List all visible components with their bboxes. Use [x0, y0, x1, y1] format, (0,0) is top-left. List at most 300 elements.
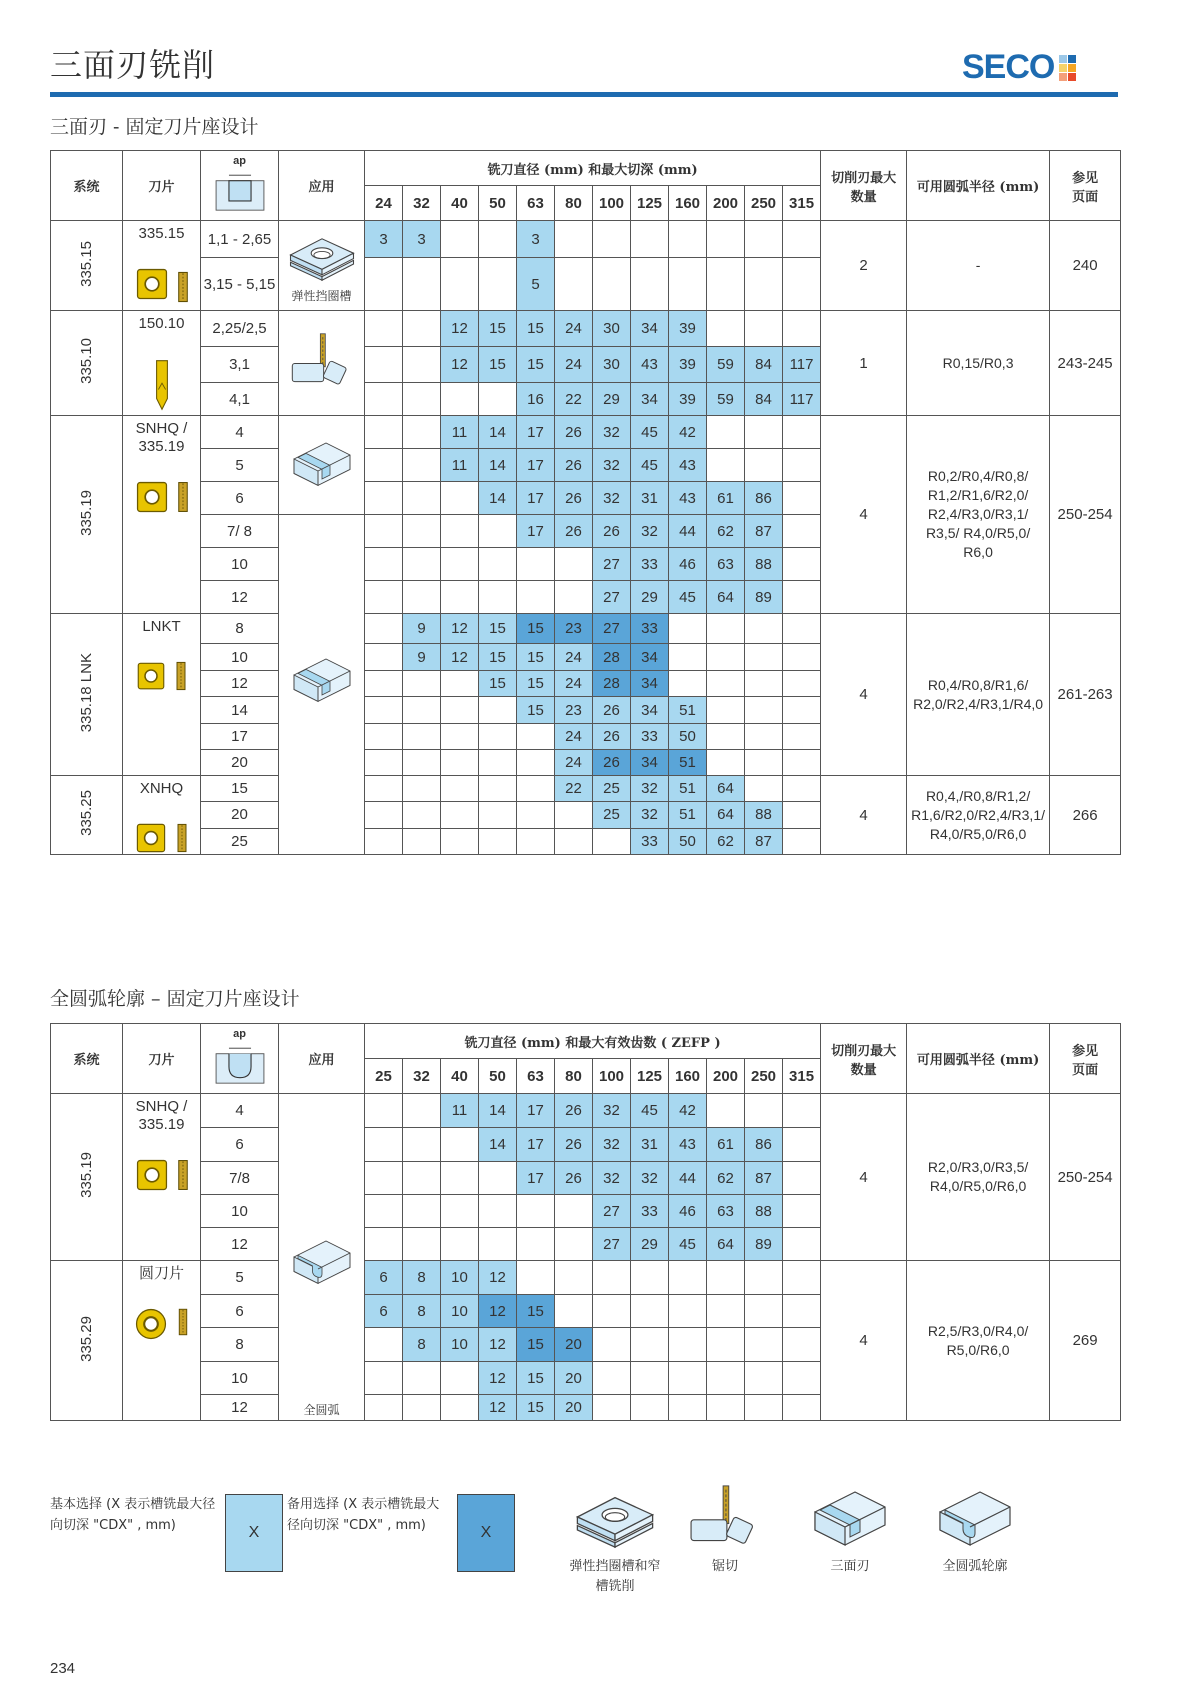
legend-app-full-radius	[925, 1484, 1025, 1577]
teeth-count-cell: 45	[631, 1094, 669, 1128]
cutting-depth-cell	[745, 449, 783, 482]
cutting-depth-cell	[479, 221, 517, 258]
insert-cell	[123, 416, 201, 614]
cutting-depth-cell	[783, 258, 821, 311]
teeth-count-cell: 6	[365, 1295, 403, 1328]
system-cell	[51, 221, 123, 311]
teeth-count-cell	[783, 1195, 821, 1228]
teeth-count-cell	[403, 1195, 441, 1228]
cutting-depth-cell	[707, 614, 745, 644]
cutting-depth-cell	[479, 383, 517, 416]
cutting-depth-cell	[403, 697, 441, 724]
ap-label: ap	[233, 154, 246, 167]
header-diameter: 125	[631, 186, 669, 221]
teeth-count-cell: 32	[631, 1162, 669, 1195]
teeth-count-cell: 62	[707, 1162, 745, 1195]
cutting-depth-cell	[403, 482, 441, 515]
ap-cell: 10	[201, 1362, 279, 1395]
teeth-count-cell	[593, 1261, 631, 1295]
header-max-edges: 切削刃最大数量	[821, 151, 907, 221]
cutting-depth-cell: 43	[669, 482, 707, 515]
teeth-count-cell	[479, 1195, 517, 1228]
header-diameter: 100	[593, 186, 631, 221]
cutting-depth-cell: 15	[479, 347, 517, 383]
ap-cell: 10	[201, 1195, 279, 1228]
ap-cell: 5	[201, 1261, 279, 1295]
legend-app-circlip	[560, 1484, 670, 1597]
cutting-depth-cell: 27	[593, 548, 631, 581]
cutting-depth-cell: 26	[593, 724, 631, 750]
insert-snhq-icon	[135, 1158, 169, 1192]
cutting-depth-cell: 24	[555, 671, 593, 697]
teeth-count-cell	[669, 1395, 707, 1421]
sawing-icon	[289, 332, 355, 390]
teeth-count-cell	[783, 1228, 821, 1261]
cutting-depth-cell	[441, 221, 479, 258]
application-cell	[279, 614, 365, 855]
cutting-depth-cell	[707, 258, 745, 311]
teeth-count-cell: 10	[441, 1328, 479, 1362]
cutting-depth-cell	[555, 221, 593, 258]
cutting-depth-cell: 17	[517, 416, 555, 449]
cutting-depth-cell	[441, 515, 479, 548]
table-row	[51, 1261, 1121, 1295]
cutting-depth-cell: 9	[403, 644, 441, 671]
header-diameter: 63	[517, 1059, 555, 1094]
cutting-depth-cell	[593, 258, 631, 311]
teeth-count-cell: 45	[669, 1228, 707, 1261]
cutting-depth-cell: 51	[669, 697, 707, 724]
ap-cell: 10	[201, 548, 279, 581]
cutting-depth-cell	[783, 482, 821, 515]
cutting-depth-cell: 34	[631, 311, 669, 347]
teeth-count-cell	[783, 1395, 821, 1421]
cutting-depth-cell: 32	[631, 802, 669, 828]
cutting-depth-cell	[441, 697, 479, 724]
cutting-depth-cell: 34	[631, 383, 669, 416]
teeth-count-cell: 26	[555, 1128, 593, 1162]
teeth-count-cell: 42	[669, 1094, 707, 1128]
teeth-count-cell	[365, 1162, 403, 1195]
teeth-count-cell: 86	[745, 1128, 783, 1162]
cutting-depth-cell	[783, 416, 821, 449]
cutting-depth-cell: 27	[593, 581, 631, 614]
cutting-depth-cell: 34	[631, 750, 669, 776]
header-radii: 可用圆弧半径 (mm)	[907, 151, 1050, 221]
cutting-depth-cell: 32	[631, 776, 669, 802]
legend-app-label: 弹性挡圈槽和窄槽铣削	[569, 1559, 661, 1594]
cutting-depth-cell	[707, 311, 745, 347]
cutting-depth-cell	[783, 449, 821, 482]
cutting-depth-cell	[783, 581, 821, 614]
system-cell	[51, 311, 123, 416]
teeth-count-cell	[365, 1195, 403, 1228]
legend	[50, 1494, 1118, 1634]
cutting-depth-cell: 63	[707, 548, 745, 581]
ap-cell: 14	[201, 697, 279, 724]
teeth-count-cell	[403, 1128, 441, 1162]
cutting-depth-cell	[783, 311, 821, 347]
page-number: 234	[50, 1660, 76, 1677]
insert-images	[123, 660, 200, 692]
insert-150-10-icon	[153, 357, 171, 413]
cutting-depth-cell: 25	[593, 802, 631, 828]
max-edges-cell: 1	[821, 311, 907, 416]
cutting-depth-cell	[783, 828, 821, 854]
cutting-depth-cell: 26	[593, 697, 631, 724]
radii-cell: R0,2/R0,4/R0,8/ R1,2/R1,6/R2,0/ R2,4/R3,0/R3,1/ R3,5/ R4,0/R5,0/ R6,0	[907, 416, 1050, 614]
cutting-depth-cell: 61	[707, 482, 745, 515]
cutting-depth-cell: 17	[517, 515, 555, 548]
cutting-depth-cell: 23	[555, 614, 593, 644]
teeth-count-cell	[365, 1094, 403, 1128]
cutting-depth-cell	[745, 671, 783, 697]
teeth-count-cell	[403, 1362, 441, 1395]
header-system: 系统	[51, 151, 123, 221]
cutting-depth-cell: 43	[669, 449, 707, 482]
side-face-icon	[810, 1484, 890, 1550]
cutting-depth-cell: 34	[631, 697, 669, 724]
teeth-count-cell	[707, 1362, 745, 1395]
cutting-depth-cell	[555, 828, 593, 854]
header-diameter: 315	[783, 186, 821, 221]
cutting-depth-cell: 3	[403, 221, 441, 258]
teeth-count-cell	[555, 1295, 593, 1328]
cutting-depth-cell: 30	[593, 347, 631, 383]
cutting-depth-cell: 87	[745, 515, 783, 548]
cutting-depth-cell	[403, 776, 441, 802]
header-diameter: 200	[707, 186, 745, 221]
cutting-depth-cell: 24	[555, 347, 593, 383]
teeth-count-cell	[707, 1295, 745, 1328]
cutting-depth-cell: 28	[593, 671, 631, 697]
cutting-depth-cell: 30	[593, 311, 631, 347]
teeth-count-cell	[783, 1295, 821, 1328]
teeth-count-cell	[783, 1362, 821, 1395]
application-cell	[279, 311, 365, 416]
teeth-count-cell	[707, 1328, 745, 1362]
header-application: 应用	[279, 1024, 365, 1094]
cutting-depth-cell: 26	[593, 515, 631, 548]
ap-cell: 8	[201, 614, 279, 644]
teeth-count-cell: 12	[479, 1395, 517, 1421]
cutting-depth-cell	[403, 311, 441, 347]
cutting-depth-cell	[745, 697, 783, 724]
cutting-depth-cell	[555, 581, 593, 614]
cutting-depth-cell	[365, 802, 403, 828]
system-cell	[51, 1094, 123, 1261]
teeth-count-cell: 32	[593, 1094, 631, 1128]
cutting-depth-cell: 84	[745, 383, 783, 416]
system-cell	[51, 614, 123, 776]
cutting-depth-cell	[403, 581, 441, 614]
cutting-depth-cell	[707, 644, 745, 671]
application-cell	[279, 515, 365, 614]
teeth-count-cell: 12	[479, 1362, 517, 1395]
cutting-depth-cell	[745, 221, 783, 258]
teeth-count-cell: 32	[593, 1162, 631, 1195]
teeth-count-cell: 15	[517, 1362, 555, 1395]
side-face-icon	[290, 438, 354, 488]
cutting-depth-cell	[365, 671, 403, 697]
header-diameter: 80	[555, 1059, 593, 1094]
insert-cell	[123, 1094, 201, 1261]
cutting-depth-cell	[479, 515, 517, 548]
teeth-count-cell: 17	[517, 1094, 555, 1128]
cutting-depth-cell	[783, 548, 821, 581]
max-edges-cell: 4	[821, 1094, 907, 1261]
application-cell	[279, 221, 365, 311]
cutting-depth-cell: 59	[707, 347, 745, 383]
cutting-depth-cell: 17	[517, 449, 555, 482]
cutting-depth-cell: 5	[517, 258, 555, 311]
insert-images	[123, 357, 200, 413]
max-edges-cell: 2	[821, 221, 907, 311]
teeth-count-cell	[365, 1395, 403, 1421]
cutting-depth-cell	[707, 697, 745, 724]
cutting-depth-cell	[479, 776, 517, 802]
cutting-depth-cell	[403, 383, 441, 416]
teeth-count-cell: 89	[745, 1228, 783, 1261]
ap-cell: 15	[201, 776, 279, 802]
cutting-depth-cell	[441, 724, 479, 750]
ap-cell: 20	[201, 750, 279, 776]
header-diameter: 315	[783, 1059, 821, 1094]
header-diameter: 160	[669, 186, 707, 221]
teeth-count-cell: 14	[479, 1094, 517, 1128]
system-label: 335.18 LNK	[78, 652, 95, 733]
full-radius-icon	[935, 1484, 1015, 1550]
cutting-depth-cell	[365, 258, 403, 311]
teeth-count-cell	[783, 1094, 821, 1128]
cutting-depth-cell: 45	[631, 416, 669, 449]
cutting-depth-cell	[365, 724, 403, 750]
teeth-count-cell	[669, 1362, 707, 1395]
insert-round-icon	[134, 1307, 168, 1341]
cutting-depth-cell	[479, 548, 517, 581]
cutting-depth-cell	[517, 776, 555, 802]
insert-name: SNHQ / 335.19	[135, 420, 188, 455]
insert-335-15-icon	[135, 267, 169, 301]
cutting-depth-cell	[707, 750, 745, 776]
page-ref-cell: 266	[1050, 776, 1121, 855]
table-row	[51, 1094, 1121, 1128]
cutting-depth-cell: 27	[593, 614, 631, 644]
legend-app-saw	[685, 1484, 765, 1577]
header-application: 应用	[279, 151, 365, 221]
teeth-count-cell: 29	[631, 1228, 669, 1261]
cutting-depth-cell	[365, 416, 403, 449]
header-diameter-group: 铣刀直径 (mm) 和最大有效齿数 ( ZEFP )	[365, 1024, 821, 1059]
insert-name: LNKT	[142, 618, 181, 635]
cutting-depth-cell: 51	[669, 776, 707, 802]
header-rule	[50, 92, 1118, 97]
cutting-depth-cell	[783, 644, 821, 671]
cutting-depth-cell	[403, 416, 441, 449]
teeth-count-cell	[555, 1195, 593, 1228]
cutting-depth-cell	[479, 258, 517, 311]
ap-cell: 5	[201, 449, 279, 482]
teeth-count-cell	[441, 1362, 479, 1395]
legend-basic-swatch: X	[225, 1494, 283, 1572]
system-cell	[51, 1261, 123, 1421]
insert-images	[123, 822, 200, 854]
cutting-depth-cell	[403, 724, 441, 750]
max-edges-cell: 4	[821, 416, 907, 614]
circlip-groove-icon	[572, 1484, 658, 1550]
teeth-count-cell	[365, 1362, 403, 1395]
teeth-count-cell: 20	[555, 1362, 593, 1395]
cutting-depth-cell	[783, 697, 821, 724]
ap-cell: 4	[201, 416, 279, 449]
teeth-count-cell	[783, 1128, 821, 1162]
cutting-depth-cell: 33	[631, 724, 669, 750]
header-page-ref: 参见页面	[1050, 151, 1121, 221]
cutting-depth-cell	[441, 776, 479, 802]
teeth-count-cell	[593, 1395, 631, 1421]
cutting-depth-cell	[745, 416, 783, 449]
legend-app-side-face	[805, 1484, 895, 1577]
insert-lnkt-icon	[136, 660, 166, 692]
cutting-depth-cell: 86	[745, 482, 783, 515]
cutting-depth-cell	[365, 776, 403, 802]
teeth-count-cell	[555, 1261, 593, 1295]
insert-name: 圆刀片	[138, 1265, 184, 1282]
teeth-count-cell: 10	[441, 1295, 479, 1328]
teeth-count-cell	[365, 1328, 403, 1362]
teeth-count-cell: 33	[631, 1195, 669, 1228]
insert-cell	[123, 221, 201, 311]
cutting-depth-cell: 26	[593, 750, 631, 776]
cutting-depth-cell	[479, 828, 517, 854]
cutting-depth-cell: 117	[783, 347, 821, 383]
sawing-icon	[685, 1484, 765, 1550]
insert-cell	[123, 776, 201, 855]
cutting-depth-cell: 14	[479, 449, 517, 482]
system-label: 335.10	[78, 338, 95, 384]
teeth-count-cell	[783, 1261, 821, 1295]
ap-cell: 6	[201, 482, 279, 515]
legend-basic-text: 基本选择 (X 表示槽铣最大径向切深 "CDX" , mm)	[50, 1497, 216, 1533]
cutting-depth-cell: 26	[555, 515, 593, 548]
header-radii: 可用圆弧半径 (mm)	[907, 1024, 1050, 1094]
header-diameter: 125	[631, 1059, 669, 1094]
cutting-depth-cell: 12	[441, 644, 479, 671]
cutting-depth-cell	[517, 724, 555, 750]
cutting-depth-cell	[783, 221, 821, 258]
table-row	[51, 221, 1121, 258]
cutting-depth-cell: 11	[441, 416, 479, 449]
insert-images	[123, 480, 200, 514]
cutting-depth-cell: 24	[555, 724, 593, 750]
cutting-depth-cell	[517, 828, 555, 854]
header-diameter: 100	[593, 1059, 631, 1094]
cutting-depth-cell	[783, 776, 821, 802]
teeth-count-cell: 15	[517, 1295, 555, 1328]
teeth-count-cell: 20	[555, 1328, 593, 1362]
teeth-count-cell	[593, 1295, 631, 1328]
cutting-depth-cell	[555, 258, 593, 311]
cutting-depth-cell	[441, 828, 479, 854]
insert-name: 335.15	[138, 225, 185, 242]
teeth-count-cell	[631, 1295, 669, 1328]
cutting-depth-cell: 32	[593, 416, 631, 449]
legend-alt-text: 备用选择 (X 表示槽铣最大径向切深 "CDX" , mm)	[287, 1497, 440, 1533]
teeth-count-cell: 20	[555, 1395, 593, 1421]
cutting-depth-cell: 26	[555, 416, 593, 449]
radii-cell: R2,5/R3,0/R4,0/ R5,0/R6,0	[907, 1261, 1050, 1421]
teeth-count-cell: 14	[479, 1128, 517, 1162]
section-title-full-radius: 全圆弧轮廓 – 固定刀片座设计	[50, 988, 300, 1010]
teeth-count-cell: 8	[403, 1261, 441, 1295]
cutting-depth-cell	[745, 724, 783, 750]
teeth-count-cell: 26	[555, 1162, 593, 1195]
teeth-count-cell	[555, 1228, 593, 1261]
teeth-count-cell: 26	[555, 1094, 593, 1128]
ap-cell: 12	[201, 1228, 279, 1261]
insert-side-icon	[177, 480, 189, 514]
teeth-count-cell	[745, 1395, 783, 1421]
application-caption: 弹性挡圈槽	[291, 289, 352, 303]
cutting-depth-cell	[365, 515, 403, 548]
radii-cell: R0,15/R0,3	[907, 311, 1050, 416]
ap-cell: 25	[201, 828, 279, 854]
header-diameter: 50	[479, 1059, 517, 1094]
teeth-count-cell	[707, 1094, 745, 1128]
cutting-depth-cell: 42	[669, 416, 707, 449]
cutting-depth-cell: 45	[631, 449, 669, 482]
header-diameter: 200	[707, 1059, 745, 1094]
teeth-count-cell: 61	[707, 1128, 745, 1162]
system-label: 335.19	[78, 489, 95, 536]
header-ap	[201, 151, 279, 221]
cutting-depth-cell	[707, 416, 745, 449]
cutting-depth-cell: 15	[517, 697, 555, 724]
teeth-count-cell	[403, 1395, 441, 1421]
ap-cell: 12	[201, 1395, 279, 1421]
ap-cell: 3,1	[201, 347, 279, 383]
cutting-depth-cell: 34	[631, 644, 669, 671]
cutting-depth-cell: 32	[631, 515, 669, 548]
teeth-count-cell: 43	[669, 1128, 707, 1162]
cutting-depth-cell: 50	[669, 724, 707, 750]
cutting-depth-cell: 25	[593, 776, 631, 802]
teeth-count-cell: 8	[403, 1295, 441, 1328]
cutting-depth-cell	[707, 671, 745, 697]
cutting-depth-cell	[517, 802, 555, 828]
cutting-depth-cell: 29	[631, 581, 669, 614]
cutting-depth-cell	[517, 548, 555, 581]
radii-cell: R0,4,/R0,8/R1,2/ R1,6/R2,0/R2,4/R3,1/ R4,0/R5,0/R6,0	[907, 776, 1050, 855]
cutting-depth-cell	[555, 548, 593, 581]
teeth-count-cell	[593, 1362, 631, 1395]
cutting-depth-cell	[403, 449, 441, 482]
cutting-depth-cell	[403, 671, 441, 697]
teeth-count-cell	[669, 1261, 707, 1295]
radii-cell: R2,0/R3,0/R3,5/ R4,0/R5,0/R6,0	[907, 1094, 1050, 1261]
page-ref-cell: 243-245	[1050, 311, 1121, 416]
insert-side-icon	[175, 822, 189, 854]
teeth-count-cell: 17	[517, 1128, 555, 1162]
cutting-depth-cell: 3	[365, 221, 403, 258]
cutting-depth-cell	[441, 482, 479, 515]
teeth-count-cell	[441, 1128, 479, 1162]
cutting-depth-cell	[631, 221, 669, 258]
cutting-depth-cell	[365, 750, 403, 776]
teeth-count-cell: 11	[441, 1094, 479, 1128]
teeth-count-cell	[631, 1362, 669, 1395]
teeth-count-cell	[783, 1328, 821, 1362]
